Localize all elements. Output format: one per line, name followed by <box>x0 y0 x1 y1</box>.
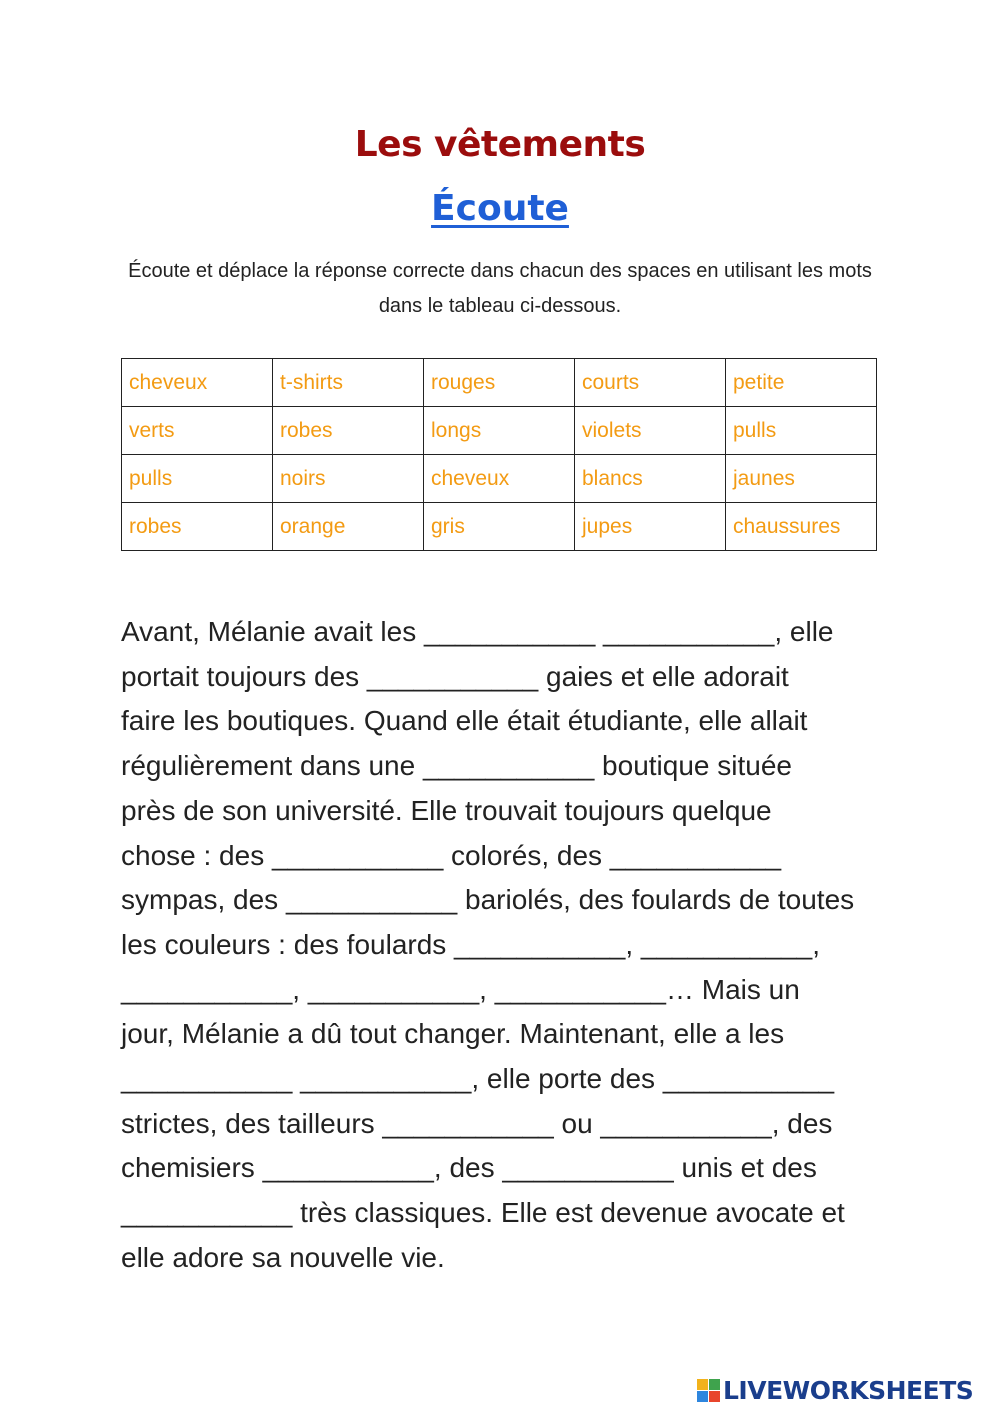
word-bank-row <box>122 455 877 503</box>
passage-line: chemisiers ___________, des ___________ unis et des <box>121 1152 817 1184</box>
word-bank-row <box>122 359 877 407</box>
passage-line: ___________, ___________, ___________… Mais un <box>121 973 800 1005</box>
word-bank-cell[interactable]: cheveux <box>122 359 273 407</box>
passage-line: ___________ ___________, elle porte des ___________ <box>121 1063 835 1095</box>
passage-line: jour, Mélanie a dû tout changer. Maintenant, elle a les <box>121 1018 785 1050</box>
passage-line: faire les boutiques. Quand elle était étudiante, elle allait <box>121 705 808 737</box>
passage-line: strictes, des tailleurs ___________ ou ___________, des <box>121 1107 833 1139</box>
word-bank-cell[interactable]: violets <box>575 407 726 455</box>
word-bank-table <box>121 358 877 551</box>
passage-line: près de son université. Elle trouvait toujours quelque <box>121 794 772 826</box>
instructions: Écoute et déplace la réponse correcte dans chacun des spaces en utilisant les mots dans le tableau ci-dessous. <box>128 260 872 317</box>
word-bank-cell[interactable]: jaunes <box>726 455 877 503</box>
word-bank-cell[interactable]: blancs <box>575 455 726 503</box>
passage-line: portait toujours des ___________ gaies et elle adorait <box>121 660 789 692</box>
word-bank-cell[interactable]: gris <box>424 503 575 551</box>
word-bank-cell[interactable]: longs <box>424 407 575 455</box>
word-bank-cell[interactable]: noirs <box>273 455 424 503</box>
word-bank-cell[interactable]: orange <box>273 503 424 551</box>
word-bank-cell[interactable]: cheveux <box>424 455 575 503</box>
word-bank-cell[interactable]: courts <box>575 359 726 407</box>
passage-line: elle adore sa nouvelle vie. <box>121 1241 445 1273</box>
passage-line: ___________ très classiques. Elle est devenue avocate et <box>121 1197 845 1229</box>
passage-line: régulièrement dans une ___________ boutique située <box>121 750 792 782</box>
word-bank-cell[interactable]: jupes <box>575 503 726 551</box>
logo-text: LIVEWORKSHEETS <box>723 1376 974 1405</box>
word-bank-cell[interactable]: rouges <box>424 359 575 407</box>
passage-line: Avant, Mélanie avait les ___________ ___________, elle <box>121 616 834 647</box>
word-bank-cell[interactable]: verts <box>122 407 273 455</box>
word-bank-cell[interactable]: robes <box>122 503 273 551</box>
word-bank-cell[interactable]: robes <box>273 407 424 455</box>
word-bank-cell[interactable]: pulls <box>122 455 273 503</box>
fill-in-passage <box>121 610 891 1281</box>
section-subtitle: Écoute <box>431 188 569 229</box>
word-bank-cell[interactable]: pulls <box>726 407 877 455</box>
word-bank-cell[interactable]: t-shirts <box>273 359 424 407</box>
liveworksheets-logo-icon <box>697 1379 720 1402</box>
word-bank-row <box>122 503 877 551</box>
liveworksheets-logo <box>697 1376 973 1405</box>
passage-line: sympas, des ___________ bariolés, des foulards de toutes <box>121 884 855 916</box>
page-title: Les vêtements <box>354 124 646 165</box>
word-bank-row <box>122 407 877 455</box>
word-bank-cell[interactable]: chaussures <box>726 503 877 551</box>
word-bank-cell[interactable]: petite <box>726 359 877 407</box>
passage-line: chose : des ___________ colorés, des ___________ <box>121 839 782 871</box>
passage-line: les couleurs : des foulards ___________, ___________, <box>121 928 820 960</box>
